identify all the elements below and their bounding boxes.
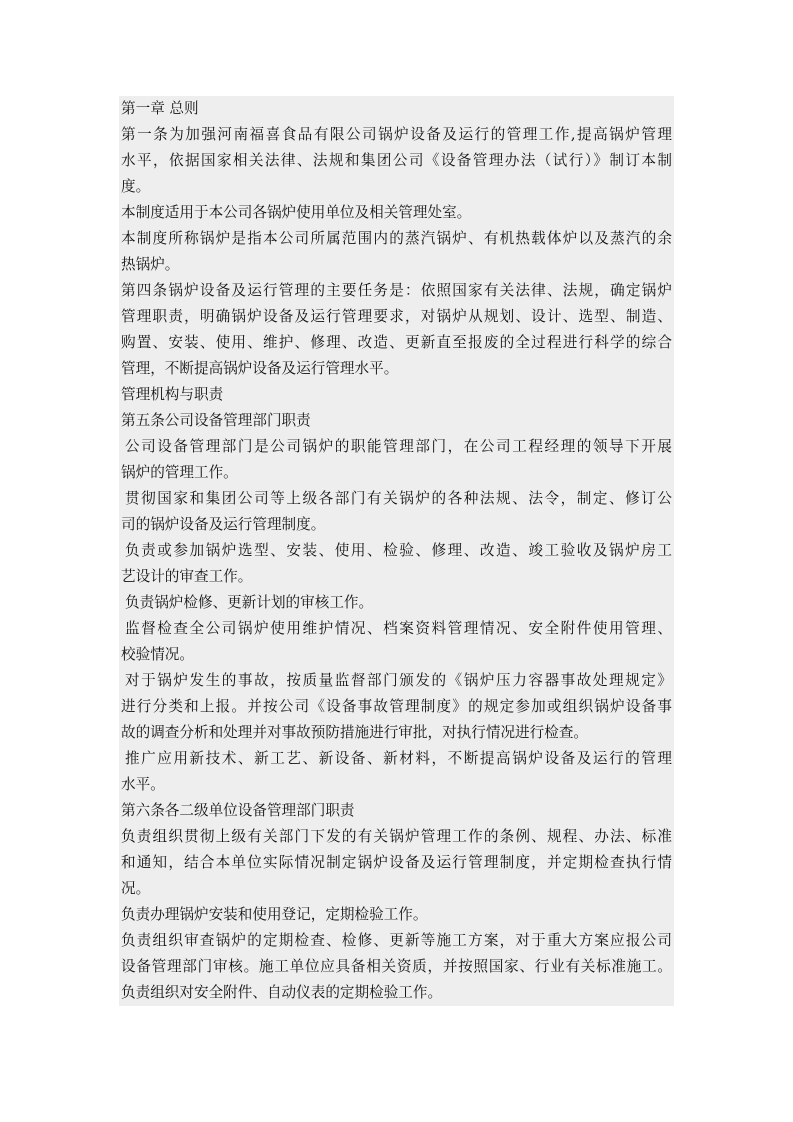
text-line: 负责组织审查锅炉的定期检查、检修、更新等施工方案，对于重大方案应报公司 <box>121 932 672 949</box>
section-heading: 管理机构与职责 <box>121 386 224 403</box>
text-line: 对于锅炉发生的事故，按质量监督部门颁发的《锅炉压力容器事故处理规定》 <box>125 672 672 689</box>
article-heading: 第六条各二级单位设备管理部门职责 <box>121 802 355 819</box>
text-line: 贯彻国家和集团公司等上级各部门有关锅炉的各种法规、法令，制定、修订公 <box>125 490 672 507</box>
text-line: 进行分类和上报。并按公司《设备事故管理制度》的规定参加或组织锅炉设备事 <box>121 698 672 715</box>
text-line: 推广应用新技术、新工艺、新设备、新材料，不断提高锅炉设备及运行的管理 <box>125 750 672 767</box>
text-line: 锅炉的管理工作。 <box>121 464 238 481</box>
text-line: 负责组织对安全附件、自动仪表的定期检验工作。 <box>121 984 443 1001</box>
text-line: 第一条为加强河南福喜食品有限公司锅炉设备及运行的管理工作,提高锅炉管理 <box>121 126 672 143</box>
text-line: 故的调查分析和处理并对事故预防措施进行审批，对执行情况进行检查。 <box>121 724 589 741</box>
text-line: 校验情况。 <box>121 646 194 663</box>
text-line: 本制度所称锅炉是指本公司所属范围内的蒸汽锅炉、有机热载体炉以及蒸汽的余 <box>121 230 672 247</box>
text-line: 司的锅炉设备及运行管理制度。 <box>121 516 326 533</box>
text-line: 负责或参加锅炉选型、安装、使用、检验、修理、改造、竣工验收及锅炉房工 <box>125 542 672 559</box>
text-line: 水平。 <box>121 776 165 793</box>
text-line: 本制度适用于本公司各锅炉使用单位及相关管理处室。 <box>121 204 472 221</box>
text-line: 负责组织贯彻上级有关部门下发的有关锅炉管理工作的条例、规程、办法、标准 <box>121 828 672 845</box>
text-line: 负责办理锅炉安装和使用登记，定期检验工作。 <box>121 906 428 923</box>
document-body <box>119 96 674 1006</box>
chapter-heading: 第一章 总则 <box>121 100 199 117</box>
text-line: 热锅炉。 <box>121 256 180 273</box>
text-line: 况。 <box>121 880 151 897</box>
text-line: 设备管理部门审核。施工单位应具备相关资质，并按照国家、行业有关标准施工。 <box>121 958 672 975</box>
text-line: 度。 <box>121 178 151 195</box>
text-line: 负责锅炉检修、更新计划的审核工作。 <box>125 594 374 611</box>
article-heading: 第五条公司设备管理部门职责 <box>121 412 311 429</box>
text-line: 艺设计的审查工作。 <box>121 568 253 585</box>
text-line: 和通知，结合本单位实际情况制定锅炉设备及运行管理制度，并定期检查执行情 <box>121 854 672 871</box>
text-line: 第四条锅炉设备及运行管理的主要任务是：依照国家有关法律、法规，确定锅炉 <box>121 282 672 299</box>
text-line: 管理，不断提高锅炉设备及运行管理水平。 <box>121 360 399 377</box>
text-line: 公司设备管理部门是公司锅炉的职能管理部门，在公司工程经理的领导下开展 <box>125 438 672 455</box>
text-line: 购置、安装、使用、维护、修理、改造、更新直至报废的全过程进行科学的综合 <box>121 334 672 351</box>
text-line: 监督检查全公司锅炉使用维护情况、档案资料管理情况、安全附件使用管理、 <box>125 620 672 637</box>
text-line: 管理职责，明确锅炉设备及运行管理要求，对锅炉从规划、设计、选型、制造、 <box>121 308 672 325</box>
text-line: 水平，依据国家相关法律、法规和集团公司《设备管理办法（试行）》制订本制 <box>121 152 672 169</box>
